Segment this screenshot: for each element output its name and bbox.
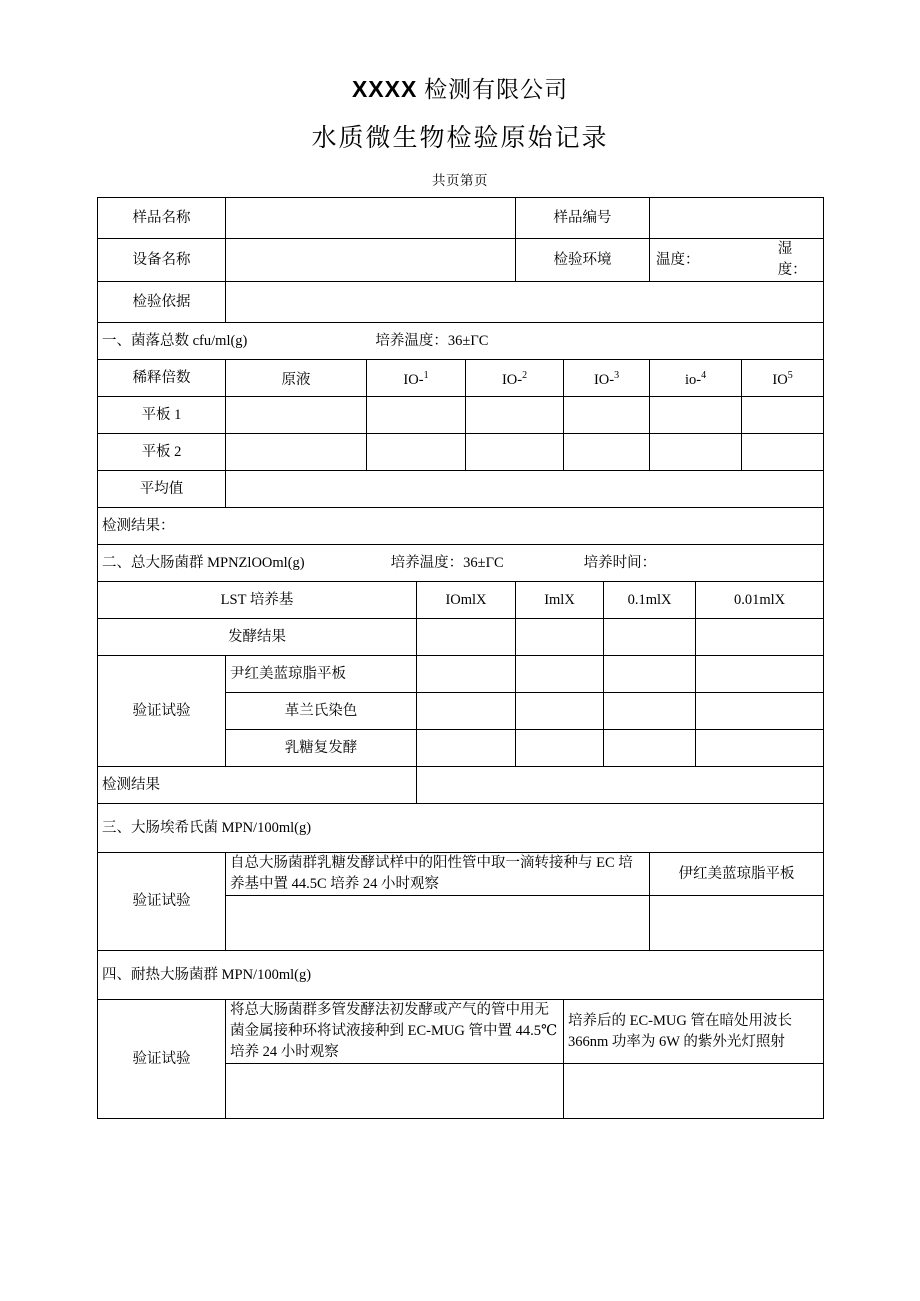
section4-uv-result[interactable]: [564, 1064, 824, 1119]
dilution-base-1: IO-: [403, 371, 424, 388]
section3-plate-label: 伊红美蓝琼脂平板: [650, 853, 824, 896]
temperature-label[interactable]: 温度：: [656, 251, 700, 268]
verify-row-2-value-1[interactable]: [516, 730, 604, 767]
dilution-base-5: IO: [772, 371, 788, 388]
ferment-result-value-2[interactable]: [604, 619, 696, 656]
section4-heading-row: [98, 951, 824, 1000]
dilution-base-3: IO-: [593, 371, 615, 388]
table-row-test-basis: [98, 282, 824, 323]
table-row-device-name: [98, 239, 824, 282]
section3-plate-result[interactable]: [650, 896, 824, 951]
table-row-average: [98, 471, 824, 508]
section1-result-row: [98, 508, 824, 545]
volume-header-2: 0.1mlX: [604, 582, 696, 619]
verify-row-1-value-3[interactable]: [696, 693, 824, 730]
verify-row-0-value-3[interactable]: [696, 656, 824, 693]
section2-result-value[interactable]: [417, 767, 824, 804]
ferment-result-label: 发酵结果: [98, 619, 417, 656]
plate-2-value-2[interactable]: [466, 434, 564, 471]
sample-name-label: 样品名称: [98, 198, 226, 239]
section2-result-row: [98, 767, 824, 804]
test-basis-value[interactable]: [226, 282, 824, 323]
section2-verify-label: 验证试验: [98, 656, 226, 767]
sample-no-label: 样品编号: [516, 198, 650, 239]
table-row-sample-name: [98, 198, 824, 239]
plate-1-value-5[interactable]: [742, 397, 824, 434]
lst-medium-label: LST 培养基: [98, 582, 417, 619]
verify-row-1-value-2[interactable]: [604, 693, 696, 730]
table-row-plate-2: [98, 434, 824, 471]
test-basis-label: 检验依据: [98, 282, 226, 323]
section2-result-label: 检测结果: [98, 767, 417, 804]
page-title: 水质微生物检验原始记录: [311, 125, 609, 152]
table-row-section4-method: [98, 1000, 824, 1064]
section2-heading-row: [98, 545, 824, 582]
dilution-base-2: IO-: [501, 371, 523, 388]
dilution-exp-3: 3: [614, 370, 620, 382]
table-row-verify-emb: [98, 656, 824, 693]
verify-row-1-value-0[interactable]: [417, 693, 516, 730]
section3-heading: 三、大肠埃希氏菌 MPN/100ml(g): [98, 804, 824, 853]
company-title: [0, 72, 920, 107]
verify-row-label-1: 革兰氏染色: [226, 693, 417, 730]
verify-row-2-value-3[interactable]: [696, 730, 824, 767]
document-header: [0, 0, 920, 191]
verify-row-2-value-0[interactable]: [417, 730, 516, 767]
humidity-label[interactable]: 湿度：: [777, 241, 807, 278]
section1-heading-cell: [98, 323, 824, 360]
section2-lst-header-row: [98, 582, 824, 619]
section1-heading-row: [98, 323, 824, 360]
section4-verify-label: 验证试验: [98, 1000, 226, 1119]
dilution-header-4: [650, 360, 742, 397]
company-name-placeholder: XXXX: [351, 76, 418, 102]
company-title-suffix: 检测有限公司: [417, 77, 569, 102]
device-name-label: 设备名称: [98, 239, 226, 282]
environment-values: [650, 239, 824, 282]
average-label: 平均值: [98, 471, 226, 508]
plate-2-value-4[interactable]: [650, 434, 742, 471]
section4-uv-text: 培养后的 EC-MUG 管在暗处用波长 366nm 功率为 6W 的紫外光灯照射: [564, 1000, 824, 1064]
dilution-exp-5: 5: [787, 370, 793, 382]
section2-heading: 二、总大肠菌群 MPNZlOOml(g): [102, 554, 305, 571]
verify-row-label-0: 尹红美蓝琼脂平板: [226, 656, 417, 693]
dilution-header-3: [564, 360, 650, 397]
section2-culture-time: 培养时间：: [583, 554, 657, 571]
section3-verify-label: 验证试验: [98, 853, 226, 951]
table-row-section3-method: [98, 853, 824, 896]
table-row-plate-1: [98, 397, 824, 434]
plate-2-value-5[interactable]: [742, 434, 824, 471]
plate-1-value-0[interactable]: [226, 397, 367, 434]
dilution-header-0: [226, 360, 367, 397]
verify-row-0-value-1[interactable]: [516, 656, 604, 693]
section1-result-label[interactable]: 检测结果：: [98, 508, 824, 545]
section2-culture-temp: 培养温度：36±ΓC: [390, 554, 504, 571]
dilution-exp-2: 2: [522, 370, 528, 382]
average-value[interactable]: [226, 471, 824, 508]
plate-2-value-3[interactable]: [564, 434, 650, 471]
plate-1-value-3[interactable]: [564, 397, 650, 434]
record-table: [97, 197, 824, 1119]
volume-header-1: ImlX: [516, 582, 604, 619]
dilution-base-0: 原液: [281, 371, 311, 388]
sample-name-value[interactable]: [226, 198, 516, 239]
plate-2-value-0[interactable]: [226, 434, 367, 471]
verify-row-1-value-1[interactable]: [516, 693, 604, 730]
dilution-exp-1: 1: [423, 370, 429, 382]
section1-dilution-header-row: [98, 360, 824, 397]
verify-row-label-2: 乳糖复发酵: [226, 730, 417, 767]
dilution-exp-4: 4: [701, 370, 707, 382]
volume-header-0: IOmlX: [417, 582, 516, 619]
section1-heading: 一、菌落总数 cfu/ml(g): [102, 332, 248, 349]
dilution-base-4: io-: [684, 371, 702, 388]
plate-1-label: 平板 1: [98, 397, 226, 434]
verify-row-2-value-2[interactable]: [604, 730, 696, 767]
plate-1-value-1[interactable]: [367, 397, 466, 434]
section4-heading: 四、耐热大肠菌群 MPN/100ml(g): [98, 951, 824, 1000]
ferment-result-value-1[interactable]: [516, 619, 604, 656]
table-row-ferment-result: [98, 619, 824, 656]
dilution-header-5: [742, 360, 824, 397]
section4-method-result[interactable]: [226, 1064, 564, 1119]
plate-1-value-4[interactable]: [650, 397, 742, 434]
volume-header-3: 0.01mlX: [696, 582, 824, 619]
test-environment-label: 检验环境: [516, 239, 650, 282]
dilution-header-2: [466, 360, 564, 397]
section3-heading-row: [98, 804, 824, 853]
section3-method-result[interactable]: [226, 896, 650, 951]
device-name-value[interactable]: [226, 239, 516, 282]
dilution-factor-label: 稀释倍数: [98, 360, 226, 397]
plate-2-value-1[interactable]: [367, 434, 466, 471]
section2-heading-cell: [98, 545, 824, 582]
section1-culture-temp: 培养温度：36±ΓC: [375, 332, 489, 349]
ferment-result-value-0[interactable]: [417, 619, 516, 656]
sample-no-value[interactable]: [650, 198, 824, 239]
dilution-header-1: [367, 360, 466, 397]
verify-row-0-value-2[interactable]: [604, 656, 696, 693]
verify-row-0-value-0[interactable]: [417, 656, 516, 693]
section3-method-text: 自总大肠菌群乳糖发酵试样中的阳性管中取一滴转接种与 EC 培养基中置 44.5C 培养 24 小时观察: [226, 853, 650, 896]
section4-method-text: 将总大肠菌群多管发酵法初发酵或产气的管中用无菌金属接种环将试液接种到 EC-MUG 管中置 44.5℃培养 24 小时观察: [226, 1000, 564, 1064]
plate-2-label: 平板 2: [98, 434, 226, 471]
plate-1-value-2[interactable]: [466, 397, 564, 434]
page-count-label: 共页第页: [432, 173, 488, 188]
ferment-result-value-3[interactable]: [696, 619, 824, 656]
